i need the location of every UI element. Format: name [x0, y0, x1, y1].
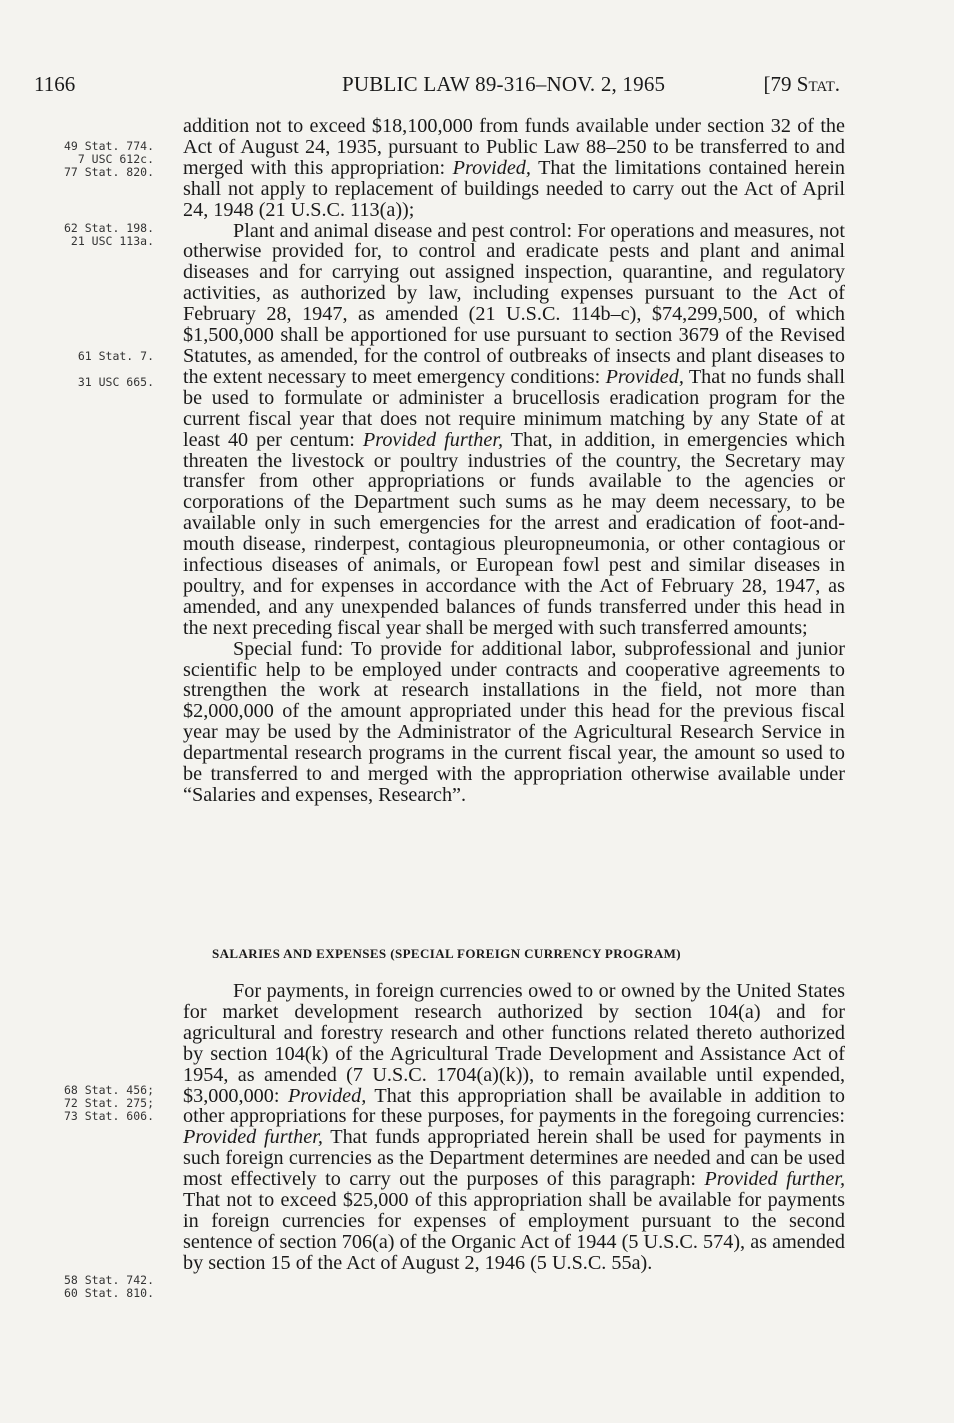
running-title: PUBLIC LAW 89-316–NOV. 2, 1965 [342, 72, 666, 96]
proviso: Provided further, [704, 1168, 845, 1191]
paragraph-text: That, in addition, in emergencies which threaten the livestock or poultry industries of the country, the Secretary may transfer from other appropriations or funds available to the agencies or corporations of the Department such sums as he may deem necessary, to be available only in such emergencies for the arrest and eradication of foot-and-mouth disease, rinderpest, contagious pleuropneumonia, or other contagious or infectious diseases of animals, or European fowl pest and similar diseases in poultry, and for expenses in accordance with the Act of February 28, 1947, as amended, and any unexpended balances of funds transferred under this head in the next preceding fiscal year shall be merged with such transferred amounts; [183, 428, 845, 639]
margin-citation-line: 73 Stat. 606. [63, 1109, 154, 1123]
margin-citation [44, 350, 154, 363]
paragraph-text: That not to exceed $25,000 of this appropriation shall be available for payments in foreign currencies for expenses of employment pursuant to the second sentence of section 706(a) of the Organic Act of 1944 (5 U.S.C. 574), as amended by section 15 of the Act of August 2, 1946 (5 U.S.C. 55a). [183, 1189, 845, 1274]
margin-citation-line: 68 Stat. 456; [63, 1083, 154, 1097]
margin-citation-line: 7 USC 612c. [77, 152, 154, 166]
proviso: Provided, [287, 1084, 367, 1107]
margin-citation [44, 376, 154, 389]
statute-volume-number: [79 [763, 72, 792, 96]
paragraph [183, 116, 845, 221]
paragraph [183, 981, 845, 1274]
margin-citation-line: 62 Stat. 198. [63, 221, 154, 235]
margin-citation-line: 31 USC 665. [77, 375, 154, 389]
margin-citation-line: 49 Stat. 774. [63, 139, 154, 153]
statute-volume [764, 72, 840, 97]
margin-citation-line: 58 Stat. 742. [63, 1273, 154, 1287]
margin-citation-line: 72 Stat. 275; [63, 1096, 154, 1110]
section-heading: SALARIES AND EXPENSES (SPECIAL FOREIGN CURRENCY PROGRAM) [212, 946, 682, 961]
proviso: Provided further, [183, 1126, 323, 1149]
margin-citation [44, 140, 154, 179]
margin-citation-line: 21 USC 113a. [70, 234, 154, 248]
margin-citation-line: 60 Stat. 810. [63, 1286, 154, 1300]
paragraph-text: That no funds shall be used to formulate or administer a brucellosis eradication program for the current fiscal year that does not require minimum matching by any State of at least 40 per centum: [183, 365, 845, 451]
margin-citation-line: 61 Stat. 7. [77, 349, 154, 363]
margin-citation [44, 1084, 154, 1123]
paragraph-text: Plant and animal disease and pest control: For operations and measures, not otherwise provided for, to control and eradicate pests and plant and animal diseases and for carrying out assigned inspection, quarantine, and regulatory activities, as authorized by law, including expenses pursuant to the Act of February 28, 1947, as amended (21 U.S.C. 114b–c), $74,299,500, of which $1,500,000 shall be apportioned for use pursuant to section 3679 of the Revised Statutes, as amended, for the control of outbreaks of insects and plant diseases to the extent necessary to meet emergency conditions: [183, 219, 845, 388]
margin-citation-line: 77 Stat. 820. [63, 165, 154, 179]
proviso: Provided further, [362, 428, 503, 451]
paragraph [183, 639, 845, 806]
proviso: Provided, [605, 365, 684, 388]
proviso: Provided, [452, 156, 531, 179]
paragraph-text: addition not to exceed $18,100,000 from funds available under section 32 of the Act of August 24, 1935, pursuant to Public Law 88–250 to be transferred to and merged with this appropriation: [183, 115, 845, 179]
page-header [34, 72, 840, 102]
paragraph-text: For payments, in foreign currencies owed to or owned by the United States for market development research authorized by section 104(a) and for agricultural and forestry research and other functions related thereto authorized by section 104(k) of the Agricultural Trade Development and Assistance Act of 1954, as amended (7 U.S.C. 1704(a)(k)), to remain available until expended, $3,000,000: [183, 980, 845, 1107]
paragraph-text: That the limitations contained herein shall not apply to replacement of buildings needed to carry out the Act of April 24, 1948 (21 U.S.C. 113(a)); [183, 156, 846, 221]
paragraph [183, 221, 845, 639]
paragraph-text: Special fund: To provide for additional labor, subprofessional and junior scientific help to be employed under contracts and cooperative agreements to strengthen the work at research installations in the field, not more than $2,000,000 of the amount appropriated under this head for the previous fiscal year may be used by the Administrator of the Agricultural Research Service in departmental research programs in the current fiscal year, the amount so used to be transferred to and merged with the appropriation otherwise available under “Salaries and expenses, Research”. [183, 637, 845, 806]
paragraph-text: That this appropriation shall be available in addition to other appropriations for these purposes, for payments in the foregoing currencies: [183, 1084, 846, 1128]
body-text-top [183, 116, 845, 806]
margin-citation [44, 222, 154, 248]
statute-label: Stat. [796, 72, 840, 96]
margin-citation [44, 1274, 154, 1300]
paragraph-text: That funds appropriated herein shall be used for payments in such foreign currencies as the Department determines are needed and can be used most effectively to carry out the purposes of this paragraph: [183, 1126, 845, 1191]
body-text-bottom [183, 981, 845, 1274]
page-number: 1166 [34, 72, 76, 96]
